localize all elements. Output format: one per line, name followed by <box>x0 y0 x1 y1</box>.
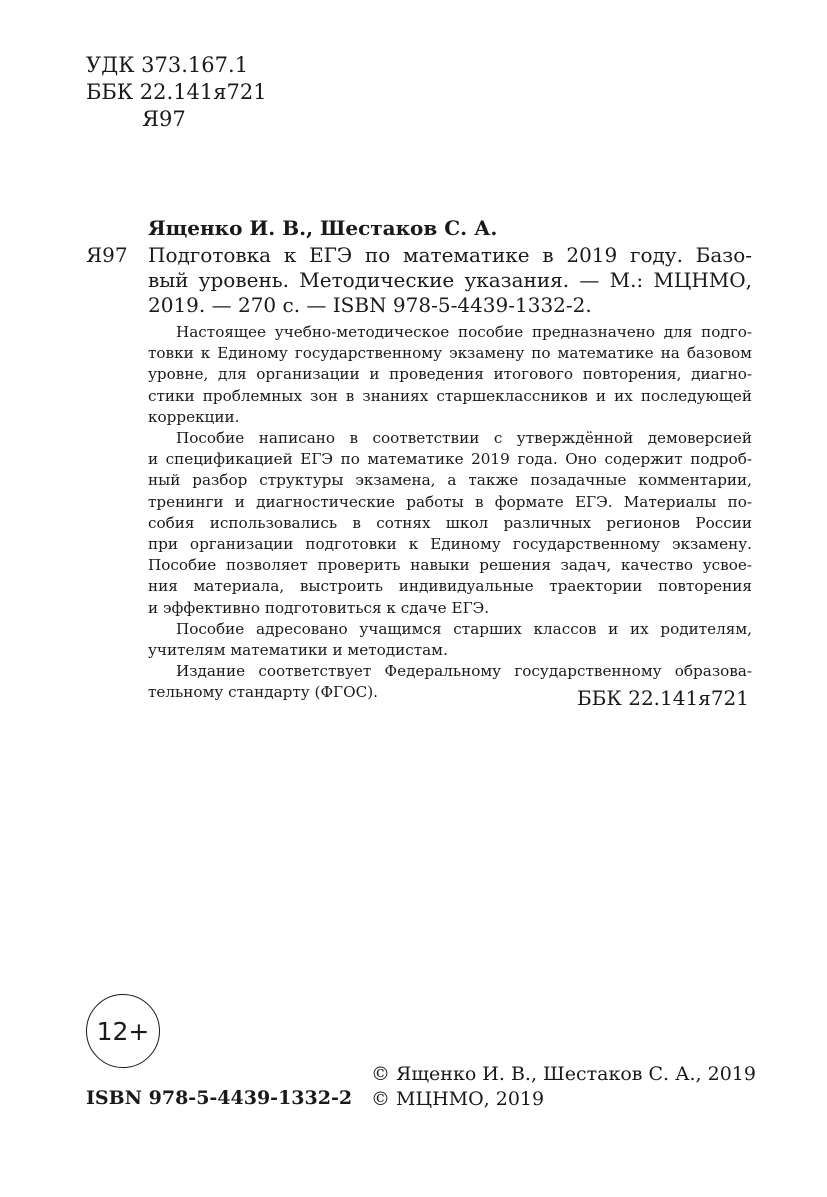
copyright-authors: © Ященко И. В., Шестаков С. А., 2019 <box>371 1063 756 1085</box>
annotation-line: и эффективно подготовиться к сдаче ЕГЭ. <box>148 598 490 617</box>
annotation-line: собия использовались в сотнях школ различных регионов России <box>148 513 752 532</box>
annotation-line: учителям математики и методистам. <box>148 641 448 660</box>
bib-line: Подготовка к ЕГЭ по математике в 2019 году. Базо- <box>148 243 752 267</box>
bbk-code-right: ББК 22.141я721 <box>576 686 749 710</box>
annotation-line: при организации подготовки к Единому государственному экзамену. <box>148 535 752 554</box>
annotation-line: и спецификацией ЕГЭ по математике 2019 года. Оно содержит подроб- <box>148 450 752 469</box>
udk-code: УДК 373.167.1 <box>86 53 249 77</box>
annotation-text <box>148 322 752 704</box>
bibliographic-entry <box>148 243 752 318</box>
copyright-block <box>371 1062 756 1112</box>
annotation-line: коррекции. <box>148 407 240 426</box>
annotation-line: ный разбор структуры экзамена, а также позадачные комментарии, <box>148 471 752 490</box>
annotation-line: Пособие написано в соответствии с утверждённой демоверсией <box>176 429 752 448</box>
annotation-line: стики проблемных зон в знаниях старшеклассников и их последующей <box>148 386 752 405</box>
age-rating-badge <box>86 994 160 1068</box>
bib-line: вый уровень. Методические указания. — М.: МЦНМО, <box>148 268 752 292</box>
annotation-line: Издание соответствует Федеральному государственному образова- <box>176 662 752 681</box>
annotation-line: уровне, для организации и проведения итогового повторения, диагно- <box>148 365 752 384</box>
annotation-line: Настоящее учебно-методическое пособие предназначено для подго- <box>176 323 752 341</box>
bbk-code: ББК 22.141я721 <box>86 80 267 104</box>
age-rating-label: 12+ <box>96 1016 150 1046</box>
isbn: ISBN 978-5-4439-1332-2 <box>86 1087 353 1109</box>
copyright-publisher: © МЦНМО, 2019 <box>371 1088 545 1110</box>
annotation-line: тельному стандарту (ФГОС). <box>148 683 378 702</box>
annotation-line: ния материала, выстроить индивидуальные траектории повторения <box>148 577 752 596</box>
annotation-line: Пособие адресовано учащимся старших классов и их родителям, <box>176 619 752 638</box>
bib-line: 2019. — 270 с. — ISBN 978-5-4439-1332-2. <box>148 293 592 317</box>
annotation-line: товки к Единому государственному экзамену по математике на базовом <box>148 344 752 363</box>
author-mark: Я97 <box>142 107 186 131</box>
annotation-line: тренинги и диагностические работы в формате ЕГЭ. Материалы по- <box>148 492 752 511</box>
annotation-line: Пособие позволяет проверить навыки решения задач, качество усвое- <box>148 556 752 575</box>
catalog-block <box>86 52 267 133</box>
authors-heading: Ященко И. В., Шестаков С. А. <box>148 216 498 240</box>
author-mark-side: Я97 <box>86 243 128 267</box>
